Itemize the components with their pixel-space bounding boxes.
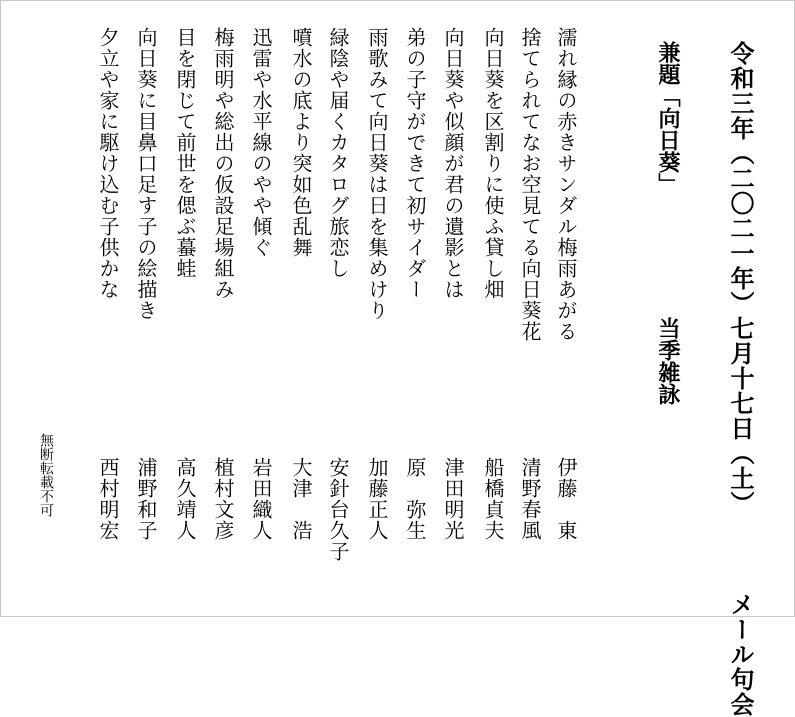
haiku-author: 植村文彦 bbox=[211, 457, 235, 541]
haiku-text: 緑陰や届くカタログ旅恋し bbox=[326, 27, 350, 279]
group-name: メール句会 bbox=[726, 592, 755, 717]
copyright-notice: 無断転載不可 bbox=[38, 433, 54, 517]
haiku-text: 雨歌みて向日葵は日を集めけり bbox=[365, 27, 389, 321]
haiku-text: 弟の子守ができて初サイダー bbox=[403, 27, 427, 300]
haiku-author: 加藤正人 bbox=[365, 457, 389, 541]
haiku-author: 伊藤 東 bbox=[554, 457, 578, 541]
haiku-text: 目を閉じて前世を偲ぶ蟇蛙 bbox=[173, 27, 197, 279]
haiku-text: 向日葵に目鼻口足す子の絵描き bbox=[134, 27, 158, 321]
subject-line bbox=[653, 41, 684, 405]
haiku-author: 浦野和子 bbox=[134, 457, 158, 541]
haiku-author: 西村明宏 bbox=[96, 457, 120, 541]
haiku-text: 梅雨明や総出の仮設足場組み bbox=[211, 27, 235, 300]
haiku-author: 原 弥生 bbox=[403, 457, 427, 541]
category-label: 当季雑詠 bbox=[655, 317, 681, 405]
haiku-author: 安針台久子 bbox=[326, 457, 350, 562]
haiku-text: 向日葵や似顔が君の遺影とは bbox=[441, 27, 465, 300]
haiku-text: 向日葵を区割りに使ふ貸し畑 bbox=[481, 27, 505, 300]
haiku-text: 迅雷や水平線のやや傾ぐ bbox=[249, 27, 273, 258]
haiku-author: 津田明光 bbox=[441, 457, 465, 541]
haiku-text: 捨てられてなお空見てる向日葵花 bbox=[518, 27, 542, 342]
kendai-label: 兼題「向日葵」 bbox=[655, 41, 681, 195]
haiku-author: 清野春風 bbox=[518, 457, 542, 541]
header-date bbox=[723, 41, 758, 717]
haiku-text: 濡れ縁の赤きサンダル梅雨あがる bbox=[554, 27, 578, 342]
haiku-author: 岩田織人 bbox=[249, 457, 273, 541]
haiku-text: 夕立や家に駆け込む子供かな bbox=[96, 27, 120, 300]
haiku-author: 高久靖人 bbox=[173, 457, 197, 541]
date-text: 令和三年（二〇二一年）七月十七日（土） bbox=[726, 41, 755, 516]
haiku-author: 船橋貞夫 bbox=[481, 457, 505, 541]
haiku-author: 大津 浩 bbox=[289, 457, 313, 541]
haiku-text: 噴水の底より突如色乱舞 bbox=[289, 27, 313, 258]
